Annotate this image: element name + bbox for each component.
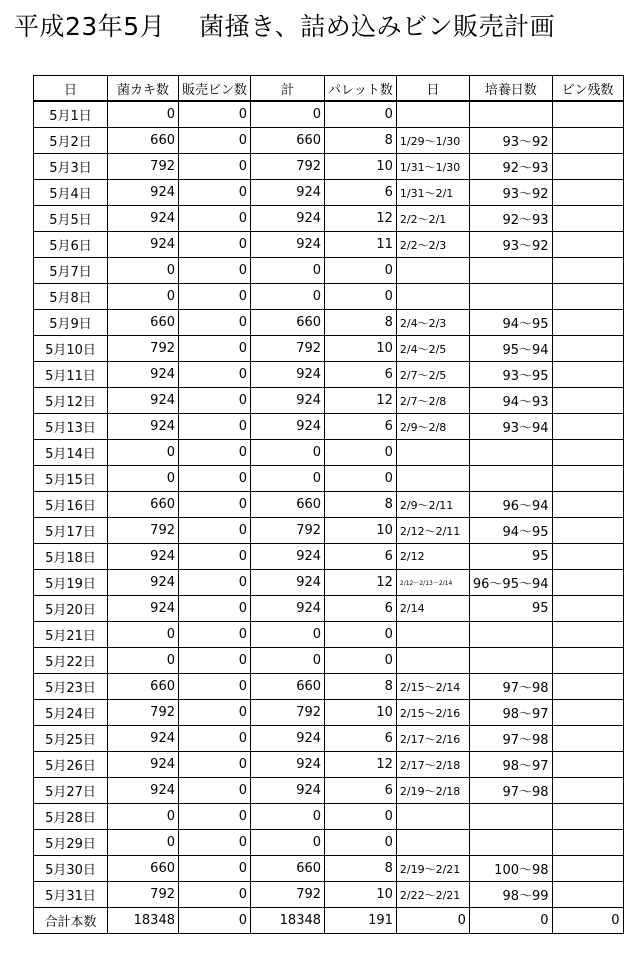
cell-day: 5月21日 [34, 622, 108, 648]
page-title: 平成23年5月 菌掻き、詰め込みビン販売計画 [14, 12, 556, 41]
cell-total: 0 [251, 101, 325, 128]
cell-total: 0 [251, 622, 325, 648]
cell-sales-bottles: 0 [179, 440, 251, 466]
cell-kin-count: 924 [108, 388, 179, 414]
cell-day: 5月28日 [34, 804, 108, 830]
cell-remaining-bottles [552, 362, 623, 388]
cell-pallets: 10 [325, 154, 397, 180]
cell-total: 0 [251, 830, 325, 856]
cell-day: 5月29日 [34, 830, 108, 856]
cell-culture-days: 94～95 [469, 518, 552, 544]
table-row [34, 414, 624, 440]
cell-pallets: 0 [325, 648, 397, 674]
total-date-range: 0 [396, 908, 469, 934]
cell-day: 5月12日 [34, 388, 108, 414]
cell-total: 924 [251, 596, 325, 622]
cell-date-range: 1/29～1/30 [396, 128, 469, 154]
cell-remaining-bottles [552, 466, 623, 492]
cell-date-range: 2/15～2/14 [396, 674, 469, 700]
cell-culture-days: 97～98 [469, 778, 552, 804]
cell-kin-count: 792 [108, 154, 179, 180]
table-row [34, 648, 624, 674]
cell-pallets: 8 [325, 128, 397, 154]
cell-pallets: 12 [325, 752, 397, 778]
total-sales-bottles: 0 [179, 908, 251, 934]
table-row [34, 101, 624, 128]
cell-pallets: 10 [325, 336, 397, 362]
column-header-day: 日 [34, 76, 108, 102]
column-header-date-range: 日 [396, 76, 469, 102]
cell-total: 660 [251, 856, 325, 882]
total-culture-days: 0 [469, 908, 552, 934]
cell-date-range: 2/4～2/5 [396, 336, 469, 362]
table-row [34, 284, 624, 310]
cell-day: 5月17日 [34, 518, 108, 544]
cell-culture-days: 95～94 [469, 336, 552, 362]
cell-total: 924 [251, 206, 325, 232]
cell-date-range [396, 258, 469, 284]
cell-remaining-bottles [552, 596, 623, 622]
total-total: 18348 [251, 908, 325, 934]
cell-culture-days [469, 830, 552, 856]
cell-pallets: 10 [325, 882, 397, 908]
cell-sales-bottles: 0 [179, 752, 251, 778]
cell-culture-days: 93～92 [469, 128, 552, 154]
cell-date-range: 2/12～2/11 [396, 518, 469, 544]
cell-pallets: 0 [325, 440, 397, 466]
cell-date-range: 2/4～2/3 [396, 310, 469, 336]
cell-kin-count: 924 [108, 206, 179, 232]
cell-sales-bottles: 0 [179, 336, 251, 362]
cell-sales-bottles: 0 [179, 674, 251, 700]
cell-day: 5月14日 [34, 440, 108, 466]
cell-culture-days [469, 101, 552, 128]
cell-date-range [396, 284, 469, 310]
cell-total: 792 [251, 882, 325, 908]
cell-kin-count: 660 [108, 674, 179, 700]
cell-remaining-bottles [552, 700, 623, 726]
cell-culture-days: 100～98 [469, 856, 552, 882]
column-header-total: 計 [251, 76, 325, 102]
cell-sales-bottles: 0 [179, 648, 251, 674]
cell-total: 924 [251, 388, 325, 414]
table-row [34, 128, 624, 154]
cell-culture-days: 97～98 [469, 674, 552, 700]
cell-date-range: 2/2～2/1 [396, 206, 469, 232]
cell-date-range: 1/31～2/1 [396, 180, 469, 206]
table-row [34, 700, 624, 726]
cell-total: 0 [251, 648, 325, 674]
cell-kin-count: 660 [108, 310, 179, 336]
cell-culture-days: 92～93 [469, 206, 552, 232]
cell-sales-bottles: 0 [179, 101, 251, 128]
cell-total: 924 [251, 752, 325, 778]
cell-date-range: 2/9～2/11 [396, 492, 469, 518]
cell-remaining-bottles [552, 284, 623, 310]
sales-plan-table [33, 75, 624, 934]
cell-remaining-bottles [552, 101, 623, 128]
cell-remaining-bottles [552, 544, 623, 570]
cell-sales-bottles: 0 [179, 414, 251, 440]
cell-date-range: 2/9～2/8 [396, 414, 469, 440]
cell-remaining-bottles [552, 882, 623, 908]
cell-sales-bottles: 0 [179, 232, 251, 258]
table-row [34, 232, 624, 258]
cell-date-range: 2/22～2/21 [396, 882, 469, 908]
cell-culture-days: 94～95 [469, 310, 552, 336]
cell-pallets: 0 [325, 622, 397, 648]
cell-date-range: 2/12 [396, 544, 469, 570]
cell-total: 792 [251, 518, 325, 544]
cell-remaining-bottles [552, 388, 623, 414]
cell-day: 5月5日 [34, 206, 108, 232]
cell-kin-count: 0 [108, 284, 179, 310]
cell-kin-count: 924 [108, 778, 179, 804]
cell-date-range: 2/19～2/21 [396, 856, 469, 882]
cell-pallets: 0 [325, 258, 397, 284]
cell-remaining-bottles [552, 258, 623, 284]
cell-remaining-bottles [552, 856, 623, 882]
cell-pallets: 10 [325, 700, 397, 726]
cell-date-range [396, 622, 469, 648]
cell-culture-days: 93～94 [469, 414, 552, 440]
cell-date-range [396, 830, 469, 856]
cell-day: 5月24日 [34, 700, 108, 726]
cell-culture-days [469, 440, 552, 466]
table-row [34, 310, 624, 336]
cell-remaining-bottles [552, 336, 623, 362]
cell-total: 660 [251, 674, 325, 700]
cell-sales-bottles: 0 [179, 128, 251, 154]
table-row [34, 206, 624, 232]
cell-day: 5月31日 [34, 882, 108, 908]
cell-kin-count: 0 [108, 804, 179, 830]
cell-pallets: 0 [325, 284, 397, 310]
cell-culture-days: 93～92 [469, 180, 552, 206]
cell-sales-bottles: 0 [179, 778, 251, 804]
cell-date-range [396, 466, 469, 492]
table-row [34, 882, 624, 908]
cell-total: 792 [251, 154, 325, 180]
cell-kin-count: 0 [108, 622, 179, 648]
cell-day: 5月9日 [34, 310, 108, 336]
cell-kin-count: 660 [108, 492, 179, 518]
table-row [34, 258, 624, 284]
cell-sales-bottles: 0 [179, 544, 251, 570]
cell-sales-bottles: 0 [179, 622, 251, 648]
cell-remaining-bottles [552, 154, 623, 180]
cell-day: 5月27日 [34, 778, 108, 804]
table-row [34, 440, 624, 466]
cell-sales-bottles: 0 [179, 284, 251, 310]
cell-remaining-bottles [552, 232, 623, 258]
table-row [34, 388, 624, 414]
cell-kin-count: 0 [108, 466, 179, 492]
cell-total: 0 [251, 258, 325, 284]
cell-remaining-bottles [552, 180, 623, 206]
total-kin-count: 18348 [108, 908, 179, 934]
column-header-kin-count: 菌カキ数 [108, 76, 179, 102]
cell-total: 924 [251, 180, 325, 206]
cell-day: 5月1日 [34, 101, 108, 128]
cell-day: 5月30日 [34, 856, 108, 882]
cell-sales-bottles: 0 [179, 206, 251, 232]
cell-total: 792 [251, 700, 325, 726]
cell-pallets: 6 [325, 414, 397, 440]
cell-kin-count: 0 [108, 258, 179, 284]
cell-remaining-bottles [552, 206, 623, 232]
cell-pallets: 10 [325, 518, 397, 544]
cell-total: 924 [251, 232, 325, 258]
cell-day: 5月26日 [34, 752, 108, 778]
cell-date-range [396, 101, 469, 128]
cell-kin-count: 924 [108, 362, 179, 388]
cell-date-range [396, 648, 469, 674]
cell-total: 0 [251, 284, 325, 310]
column-header-remaining-bottles: ビン残数 [552, 76, 623, 102]
cell-date-range: 2/17～2/18 [396, 752, 469, 778]
cell-day: 5月23日 [34, 674, 108, 700]
table-row [34, 180, 624, 206]
cell-pallets: 0 [325, 466, 397, 492]
cell-culture-days [469, 466, 552, 492]
cell-pallets: 8 [325, 310, 397, 336]
cell-pallets: 0 [325, 101, 397, 128]
table-row [34, 570, 624, 596]
cell-day: 5月22日 [34, 648, 108, 674]
cell-remaining-bottles [552, 778, 623, 804]
cell-date-range [396, 804, 469, 830]
cell-kin-count: 924 [108, 726, 179, 752]
total-pallets: 191 [325, 908, 397, 934]
cell-culture-days: 93～95 [469, 362, 552, 388]
table-row [34, 778, 624, 804]
table-row [34, 830, 624, 856]
cell-total: 0 [251, 466, 325, 492]
cell-date-range: 2/7～2/8 [396, 388, 469, 414]
table-row [34, 336, 624, 362]
cell-remaining-bottles [552, 414, 623, 440]
table-row [34, 856, 624, 882]
cell-kin-count: 0 [108, 440, 179, 466]
column-header-pallets: パレット数 [325, 76, 397, 102]
cell-pallets: 6 [325, 544, 397, 570]
cell-sales-bottles: 0 [179, 856, 251, 882]
cell-total: 0 [251, 440, 325, 466]
cell-culture-days: 98～99 [469, 882, 552, 908]
table-row [34, 544, 624, 570]
column-header-culture-days: 培養日数 [469, 76, 552, 102]
cell-day: 5月19日 [34, 570, 108, 596]
table-row [34, 518, 624, 544]
cell-remaining-bottles [552, 492, 623, 518]
cell-culture-days [469, 804, 552, 830]
cell-total: 0 [251, 804, 325, 830]
cell-kin-count: 792 [108, 518, 179, 544]
cell-pallets: 11 [325, 232, 397, 258]
cell-kin-count: 0 [108, 101, 179, 128]
cell-culture-days: 95 [469, 596, 552, 622]
cell-day: 5月18日 [34, 544, 108, 570]
cell-date-range: 2/2～2/3 [396, 232, 469, 258]
cell-kin-count: 792 [108, 336, 179, 362]
cell-culture-days: 94～93 [469, 388, 552, 414]
cell-day: 5月10日 [34, 336, 108, 362]
cell-kin-count: 924 [108, 232, 179, 258]
cell-culture-days: 98～97 [469, 700, 552, 726]
cell-day: 5月15日 [34, 466, 108, 492]
cell-remaining-bottles [552, 752, 623, 778]
cell-total: 924 [251, 362, 325, 388]
cell-sales-bottles: 0 [179, 154, 251, 180]
cell-culture-days [469, 622, 552, 648]
cell-kin-count: 792 [108, 700, 179, 726]
cell-day: 5月16日 [34, 492, 108, 518]
cell-kin-count: 924 [108, 752, 179, 778]
cell-day: 5月4日 [34, 180, 108, 206]
cell-pallets: 12 [325, 388, 397, 414]
cell-day: 5月13日 [34, 414, 108, 440]
cell-pallets: 6 [325, 778, 397, 804]
cell-kin-count: 924 [108, 596, 179, 622]
cell-sales-bottles: 0 [179, 310, 251, 336]
cell-culture-days: 93～92 [469, 232, 552, 258]
cell-kin-count: 0 [108, 648, 179, 674]
cell-sales-bottles: 0 [179, 180, 251, 206]
cell-pallets: 8 [325, 492, 397, 518]
cell-sales-bottles: 0 [179, 596, 251, 622]
cell-total: 924 [251, 570, 325, 596]
cell-day: 5月8日 [34, 284, 108, 310]
cell-remaining-bottles [552, 726, 623, 752]
cell-sales-bottles: 0 [179, 830, 251, 856]
table-row [34, 752, 624, 778]
table-row [34, 674, 624, 700]
cell-pallets: 12 [325, 206, 397, 232]
table-row [34, 596, 624, 622]
cell-sales-bottles: 0 [179, 882, 251, 908]
cell-total: 792 [251, 336, 325, 362]
cell-pallets: 8 [325, 674, 397, 700]
cell-culture-days [469, 648, 552, 674]
cell-sales-bottles: 0 [179, 492, 251, 518]
cell-total: 924 [251, 726, 325, 752]
cell-remaining-bottles [552, 128, 623, 154]
cell-date-range: 2/7～2/5 [396, 362, 469, 388]
cell-total: 924 [251, 544, 325, 570]
cell-sales-bottles: 0 [179, 388, 251, 414]
cell-pallets: 0 [325, 804, 397, 830]
cell-culture-days [469, 284, 552, 310]
cell-remaining-bottles [552, 440, 623, 466]
cell-pallets: 6 [325, 180, 397, 206]
cell-date-range: 2/15～2/16 [396, 700, 469, 726]
total-label: 合計本数 [34, 908, 108, 934]
cell-remaining-bottles [552, 518, 623, 544]
cell-day: 5月2日 [34, 128, 108, 154]
cell-total: 660 [251, 492, 325, 518]
cell-total: 924 [251, 778, 325, 804]
total-remaining-bottles: 0 [552, 908, 623, 934]
cell-day: 5月6日 [34, 232, 108, 258]
cell-kin-count: 924 [108, 180, 179, 206]
cell-culture-days: 92～93 [469, 154, 552, 180]
table-row [34, 492, 624, 518]
cell-kin-count: 924 [108, 414, 179, 440]
cell-culture-days: 97～98 [469, 726, 552, 752]
cell-day: 5月7日 [34, 258, 108, 284]
cell-date-range: 1/31～1/30 [396, 154, 469, 180]
cell-remaining-bottles [552, 310, 623, 336]
cell-date-range: 2/14 [396, 596, 469, 622]
cell-remaining-bottles [552, 804, 623, 830]
cell-pallets: 6 [325, 362, 397, 388]
cell-total: 924 [251, 414, 325, 440]
cell-culture-days [469, 258, 552, 284]
cell-remaining-bottles [552, 622, 623, 648]
cell-pallets: 8 [325, 856, 397, 882]
cell-remaining-bottles [552, 570, 623, 596]
table-header-row [34, 76, 624, 102]
cell-culture-days: 95 [469, 544, 552, 570]
cell-kin-count: 660 [108, 856, 179, 882]
cell-sales-bottles: 0 [179, 258, 251, 284]
cell-day: 5月11日 [34, 362, 108, 388]
cell-pallets: 12 [325, 570, 397, 596]
table-row [34, 362, 624, 388]
table-row [34, 622, 624, 648]
cell-remaining-bottles [552, 830, 623, 856]
cell-kin-count: 924 [108, 570, 179, 596]
cell-kin-count: 0 [108, 830, 179, 856]
cell-sales-bottles: 0 [179, 518, 251, 544]
cell-date-range: 2/12～2/13～2/14 [396, 570, 469, 596]
table-row [34, 726, 624, 752]
cell-sales-bottles: 0 [179, 726, 251, 752]
cell-culture-days: 96～94 [469, 492, 552, 518]
cell-kin-count: 792 [108, 882, 179, 908]
cell-pallets: 6 [325, 596, 397, 622]
table-row [34, 804, 624, 830]
cell-sales-bottles: 0 [179, 362, 251, 388]
cell-pallets: 6 [325, 726, 397, 752]
cell-kin-count: 924 [108, 544, 179, 570]
table-row [34, 466, 624, 492]
cell-sales-bottles: 0 [179, 804, 251, 830]
cell-total: 660 [251, 128, 325, 154]
cell-date-range: 2/19～2/18 [396, 778, 469, 804]
cell-date-range: 2/17～2/16 [396, 726, 469, 752]
cell-culture-days: 96～95～94 [469, 570, 552, 596]
cell-day: 5月3日 [34, 154, 108, 180]
cell-pallets: 0 [325, 830, 397, 856]
column-header-sales-bottles: 販売ビン数 [179, 76, 251, 102]
table-row [34, 154, 624, 180]
cell-total: 660 [251, 310, 325, 336]
cell-date-range [396, 440, 469, 466]
cell-remaining-bottles [552, 648, 623, 674]
cell-day: 5月25日 [34, 726, 108, 752]
total-row [34, 908, 624, 934]
cell-remaining-bottles [552, 674, 623, 700]
cell-sales-bottles: 0 [179, 570, 251, 596]
cell-kin-count: 660 [108, 128, 179, 154]
cell-sales-bottles: 0 [179, 700, 251, 726]
cell-culture-days: 98～97 [469, 752, 552, 778]
cell-day: 5月20日 [34, 596, 108, 622]
cell-sales-bottles: 0 [179, 466, 251, 492]
